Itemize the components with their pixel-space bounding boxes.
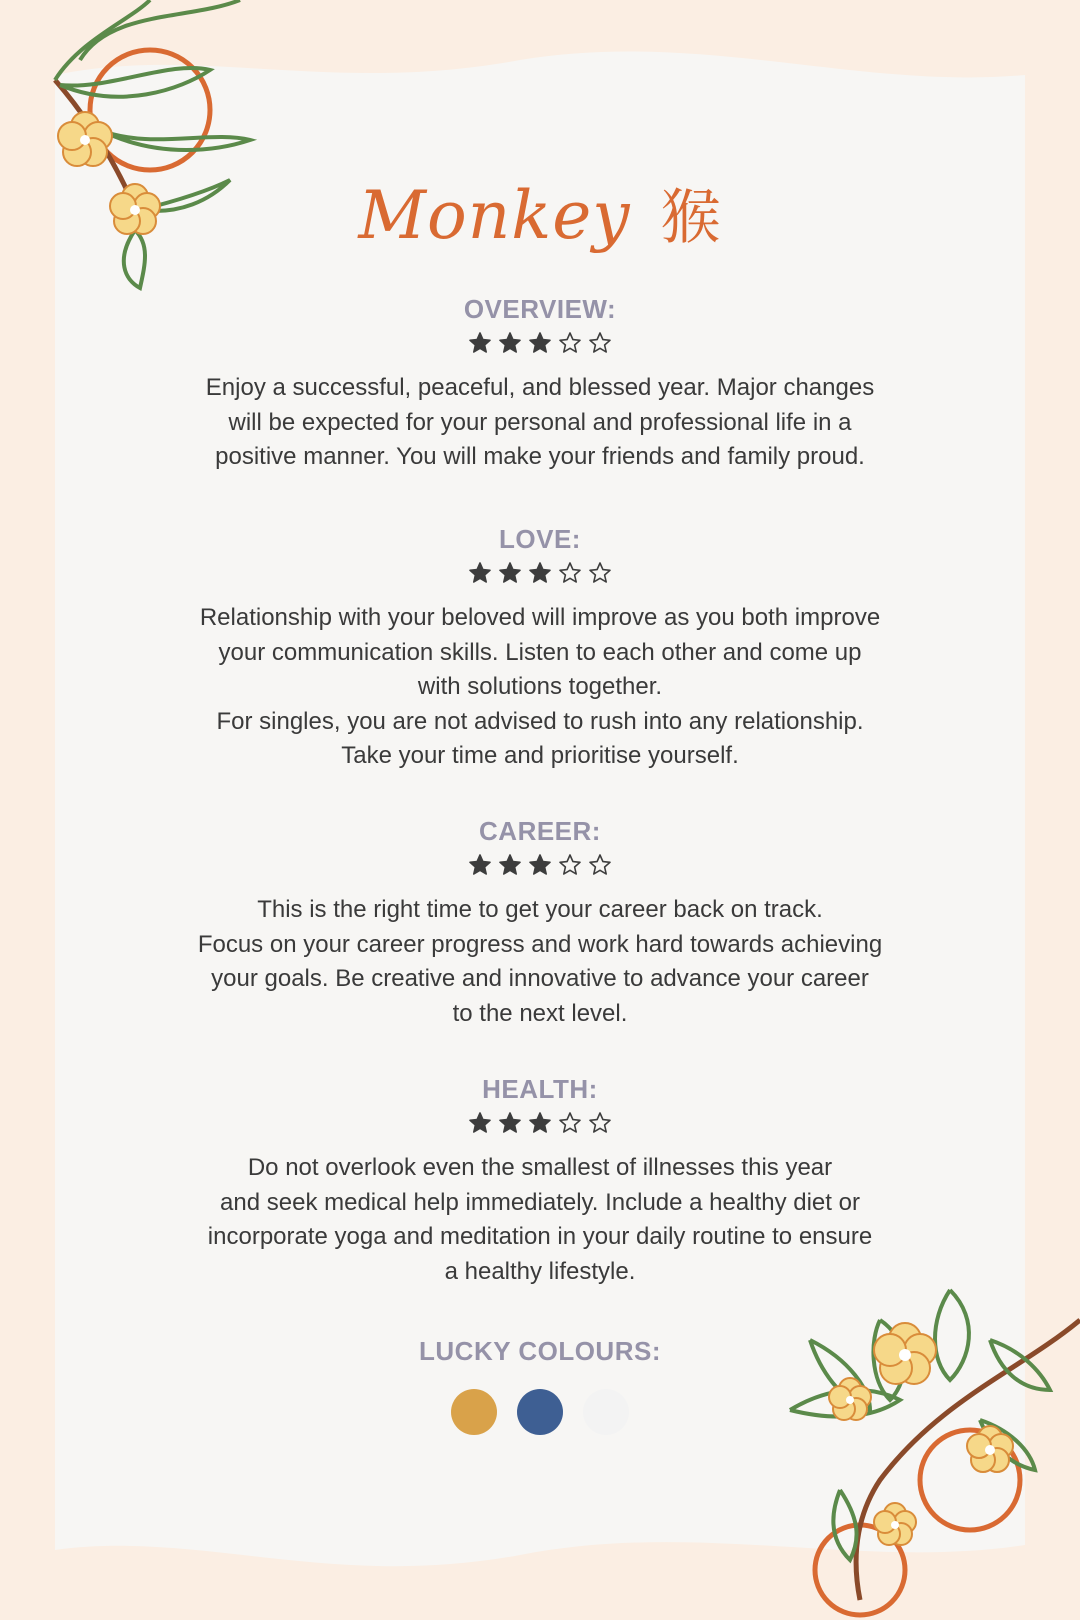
love-text: Relationship with your beloved will improve as you both improve your communication skills. Listen to each other and come up with solutions together. For singles, you are not advised to rush into any relationship. Take your time and prioritise yourself. [199, 604, 881, 769]
love-section [110, 523, 970, 774]
star-empty-icon [558, 561, 582, 585]
lucky-colour-swatch [517, 1389, 563, 1435]
star-empty-icon [588, 853, 612, 877]
star-filled-icon [528, 561, 552, 585]
title-english: Monkey [358, 177, 631, 254]
star-empty-icon [558, 331, 582, 355]
star-filled-icon [528, 1111, 552, 1135]
star-filled-icon [468, 561, 492, 585]
lucky-colours-section [110, 1335, 970, 1435]
lucky-colour-swatches [110, 1389, 970, 1435]
star-empty-icon [588, 561, 612, 585]
star-empty-icon [558, 1111, 582, 1135]
star-filled-icon [468, 1111, 492, 1135]
career-heading: CAREER: [479, 816, 601, 846]
star-filled-icon [468, 853, 492, 877]
love-rating [110, 561, 970, 591]
career-text: This is the right time to get your career back on track. Focus on your career progress and work hard towards achieving your goals. Be creative and innovative to advance your career to the next level. [197, 896, 883, 1027]
overview-rating [110, 331, 970, 361]
career-rating [110, 853, 970, 883]
star-filled-icon [468, 331, 492, 355]
star-filled-icon [498, 853, 522, 877]
love-heading: LOVE: [499, 524, 581, 554]
star-filled-icon [528, 853, 552, 877]
lucky-colour-swatch [451, 1389, 497, 1435]
lucky-colours-heading: LUCKY COLOURS: [419, 1336, 661, 1366]
bottom-right-floral-decoration [780, 1280, 1080, 1620]
career-section [110, 815, 970, 1031]
health-rating [110, 1111, 970, 1141]
star-filled-icon [498, 1111, 522, 1135]
lucky-colour-swatch [583, 1389, 629, 1435]
overview-heading: OVERVIEW: [463, 294, 617, 324]
overview-section [110, 293, 970, 475]
star-empty-icon [588, 1111, 612, 1135]
star-filled-icon [498, 561, 522, 585]
health-text: Do not overlook even the smallest of illnesses this year and seek medical help immediately. Include a healthy diet or incorporate yoga and meditation in your daily routine to ensure a healthy lifestyle. [207, 1154, 873, 1285]
star-filled-icon [528, 331, 552, 355]
title-chinese: 猴 [660, 183, 722, 253]
health-heading: HEALTH: [482, 1074, 598, 1104]
page-title [0, 170, 1080, 256]
health-section [110, 1073, 970, 1289]
overview-text: Enjoy a successful, peaceful, and blessed year. Major changes will be expected for your personal and professional life in a positive manner. You will make your friends and family proud. [205, 374, 875, 470]
star-empty-icon [558, 853, 582, 877]
star-filled-icon [498, 331, 522, 355]
star-empty-icon [588, 331, 612, 355]
